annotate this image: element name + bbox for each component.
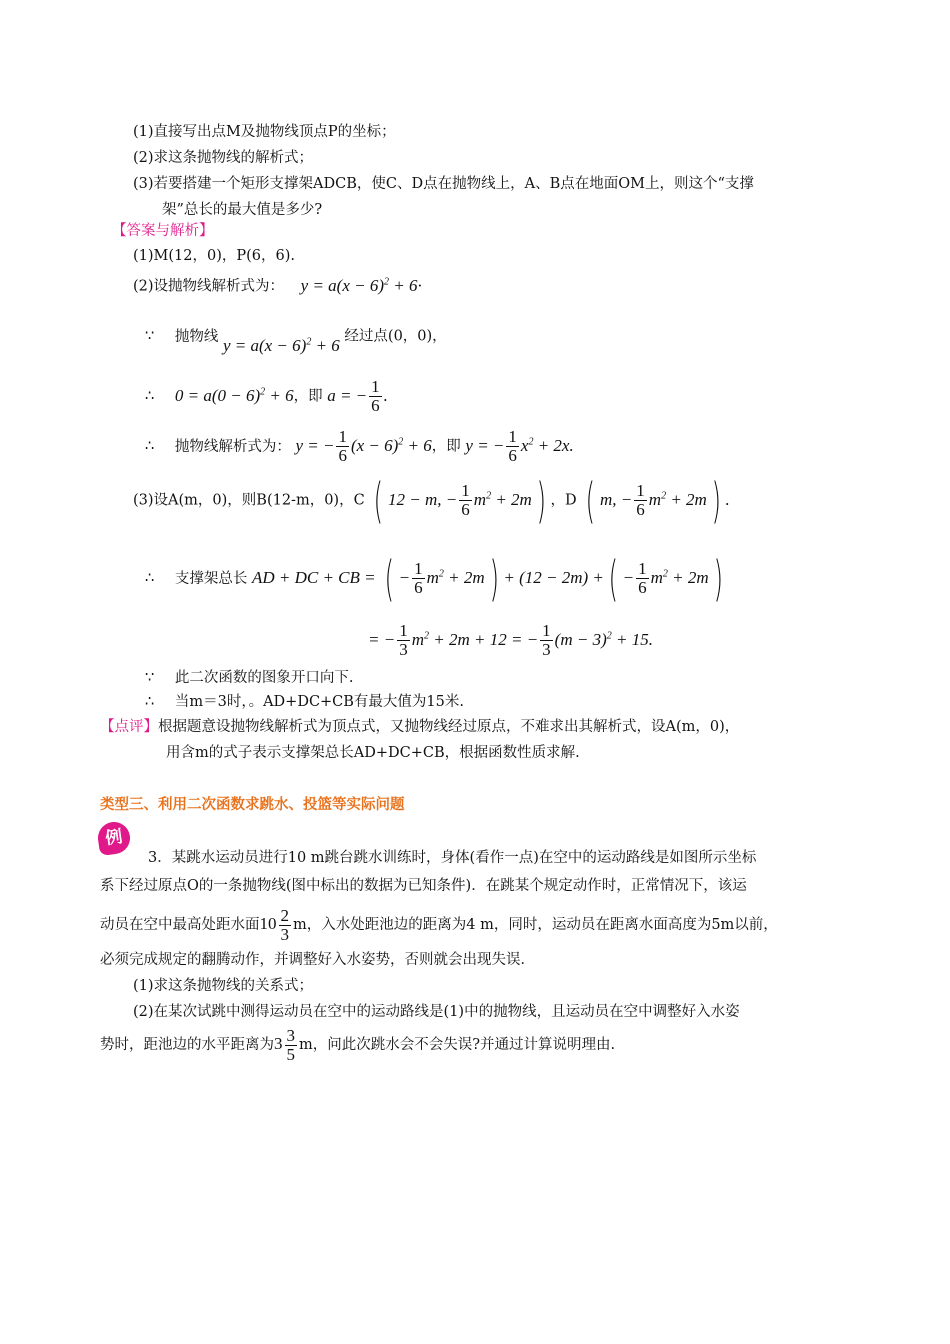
comment-line-1 (100, 717, 739, 737)
therefore-line-2 (145, 422, 574, 467)
a-value-formula: a = − $\frac{1}{6}$ . (327, 377, 388, 416)
parabola-standard-result: y = − $\frac{1}{6}$ $x^2 + 2x$. (465, 427, 574, 466)
point-c-formula: ( 12 − m, − $\frac{1}{6}$ $m^2 + 2m$) (373, 472, 546, 529)
question-text: m，问此次跳水会不会失误?并通过计算说明理由. (299, 1037, 616, 1053)
passes-origin: 经过点(0，0)， (344, 328, 447, 345)
namely-text: ，即 (431, 438, 461, 455)
example-badge-icon: 例 (96, 820, 132, 856)
simplified-formula: = − $\frac{1}{3}$ $m^2 + 2m + 12$ = − $\frac{1}{3}$ $(m - 3)^2 + 15$. (368, 621, 653, 660)
answer-label: 【答案与解析】 (112, 223, 214, 239)
vertex-form-formula: $y = a(x - 6)^2 + 6\cdot$ (300, 275, 422, 295)
example-3-part2-line2 (100, 1024, 615, 1065)
answer-3-line (133, 472, 730, 529)
because-line-1 (145, 322, 447, 355)
because-line-2 (145, 668, 353, 688)
therefore-line-1 (145, 372, 388, 417)
therefore-symbol: ∴ (145, 438, 155, 455)
point-d-formula: ( m, − $\frac{1}{6}$ $m^2 + 2m$) . (585, 472, 730, 529)
max-height-text: 动员在空中最高处距水面 (100, 917, 260, 933)
total-length-simplified (368, 614, 653, 663)
parabola-word: 抛物线 (174, 328, 219, 345)
question-2: (2)求这条抛物线的解析式； (133, 150, 314, 166)
example-3-part1: (1)求这条抛物线的关系式； (133, 978, 314, 994)
section-title: 类型三、利用二次函数求跳水、投篮等实际问题 (100, 797, 405, 813)
example-3-line2: 系下经过原点O的一条抛物线(图中标出的数据为已知条件)．在跳某个规定动作时，正常情况下，该运 (100, 878, 747, 894)
example-3-line4: 必须完成规定的翻腾动作，并调整好入水姿势，否则就会出现失误． (100, 952, 535, 968)
parabola-formula: $y = a(x - 6)^2 + 6$ (222, 335, 340, 355)
horizontal-distance-value: 3 $\frac{3}{5}$ (274, 1025, 295, 1064)
question-1: (1)直接写出点M及抛物线顶点P的坐标； (133, 124, 396, 140)
namely-text: ，即 (293, 388, 323, 405)
because-symbol: ∵ (145, 670, 155, 686)
comment-label: 【点评】 (100, 719, 158, 735)
horizontal-distance-text: 势时，距池边的水平距离为 (100, 1037, 274, 1053)
d-label: ，D (550, 492, 577, 509)
answer-1: (1)M(12，0)，P(6，6). (133, 248, 296, 264)
therefore-symbol: ∴ (145, 694, 155, 710)
answer-2-prefix: (2)设抛物线解析式为： (133, 278, 285, 295)
example-3-line3 (100, 904, 778, 945)
because-symbol: ∵ (145, 328, 155, 345)
comment-text-1: 根据题意设抛物线解析式为顶点式，又抛物线经过原点，不难求出其解析式，设A(m，0)， (158, 719, 740, 735)
zero-eq-formula: $0 = a(0 - 6)^2 + 6$ (174, 385, 294, 405)
question-3-line2: 架”总长的最大值是多少? (162, 202, 323, 218)
parabola-expr-label: 抛物线解析式为： (174, 438, 291, 455)
opens-down-text: 此二次函数的图象开口向下. (174, 670, 354, 686)
answer-3-prefix: (3)设A(m，0)，则B(12-m，0)，C (133, 492, 365, 509)
comment-text-2: 用含m的式子表示支撑架总长AD+DC+CB，根据函数性质求解. (166, 745, 580, 761)
question-3-line1: (3)若要搭建一个矩形支撑架ADCB，使C、D点在抛物线上，A、B点在地面OM上，则这个“支撑 (133, 176, 754, 192)
total-length-label: 支撑架总长 (174, 570, 248, 587)
therefore-symbol: ∴ (145, 388, 155, 405)
answer-2-line (133, 272, 422, 297)
entry-distance-text: m，入水处距池边的距离为4 m，同时，运动员在距离水面高度为5m以前， (293, 917, 778, 933)
parabola-vertex-result: y = − $\frac{1}{6}$ $(x - 6)^2 + 6$ (295, 427, 432, 466)
max-height-value: 10 $\frac{2}{3}$ (259, 905, 289, 944)
total-length-formula: AD + DC + CB = ( − $\frac{1}{6}$ $m^2 + 2m) + (12 - 2m)$ +( − $\frac{1}{6}$ $m^2 + 2m$) (251, 550, 723, 607)
example-3-part2-line1: (2)在某次试跳中测得运动员在空中的运动路线是(1)中的抛物线，且运动员在空中调整好入水姿 (133, 1004, 740, 1020)
total-length-line (145, 550, 727, 607)
therefore-symbol: ∴ (145, 570, 155, 587)
example-3-line1: 3．某跳水运动员进行10 m跳台跳水训练时，身体(看作一点)在空中的运动路线是如图所示坐标 (148, 850, 757, 866)
max-value-text: 当m＝3时，。AD+DC+CB有最大值为15米. (174, 694, 464, 710)
therefore-line-3 (145, 692, 464, 712)
